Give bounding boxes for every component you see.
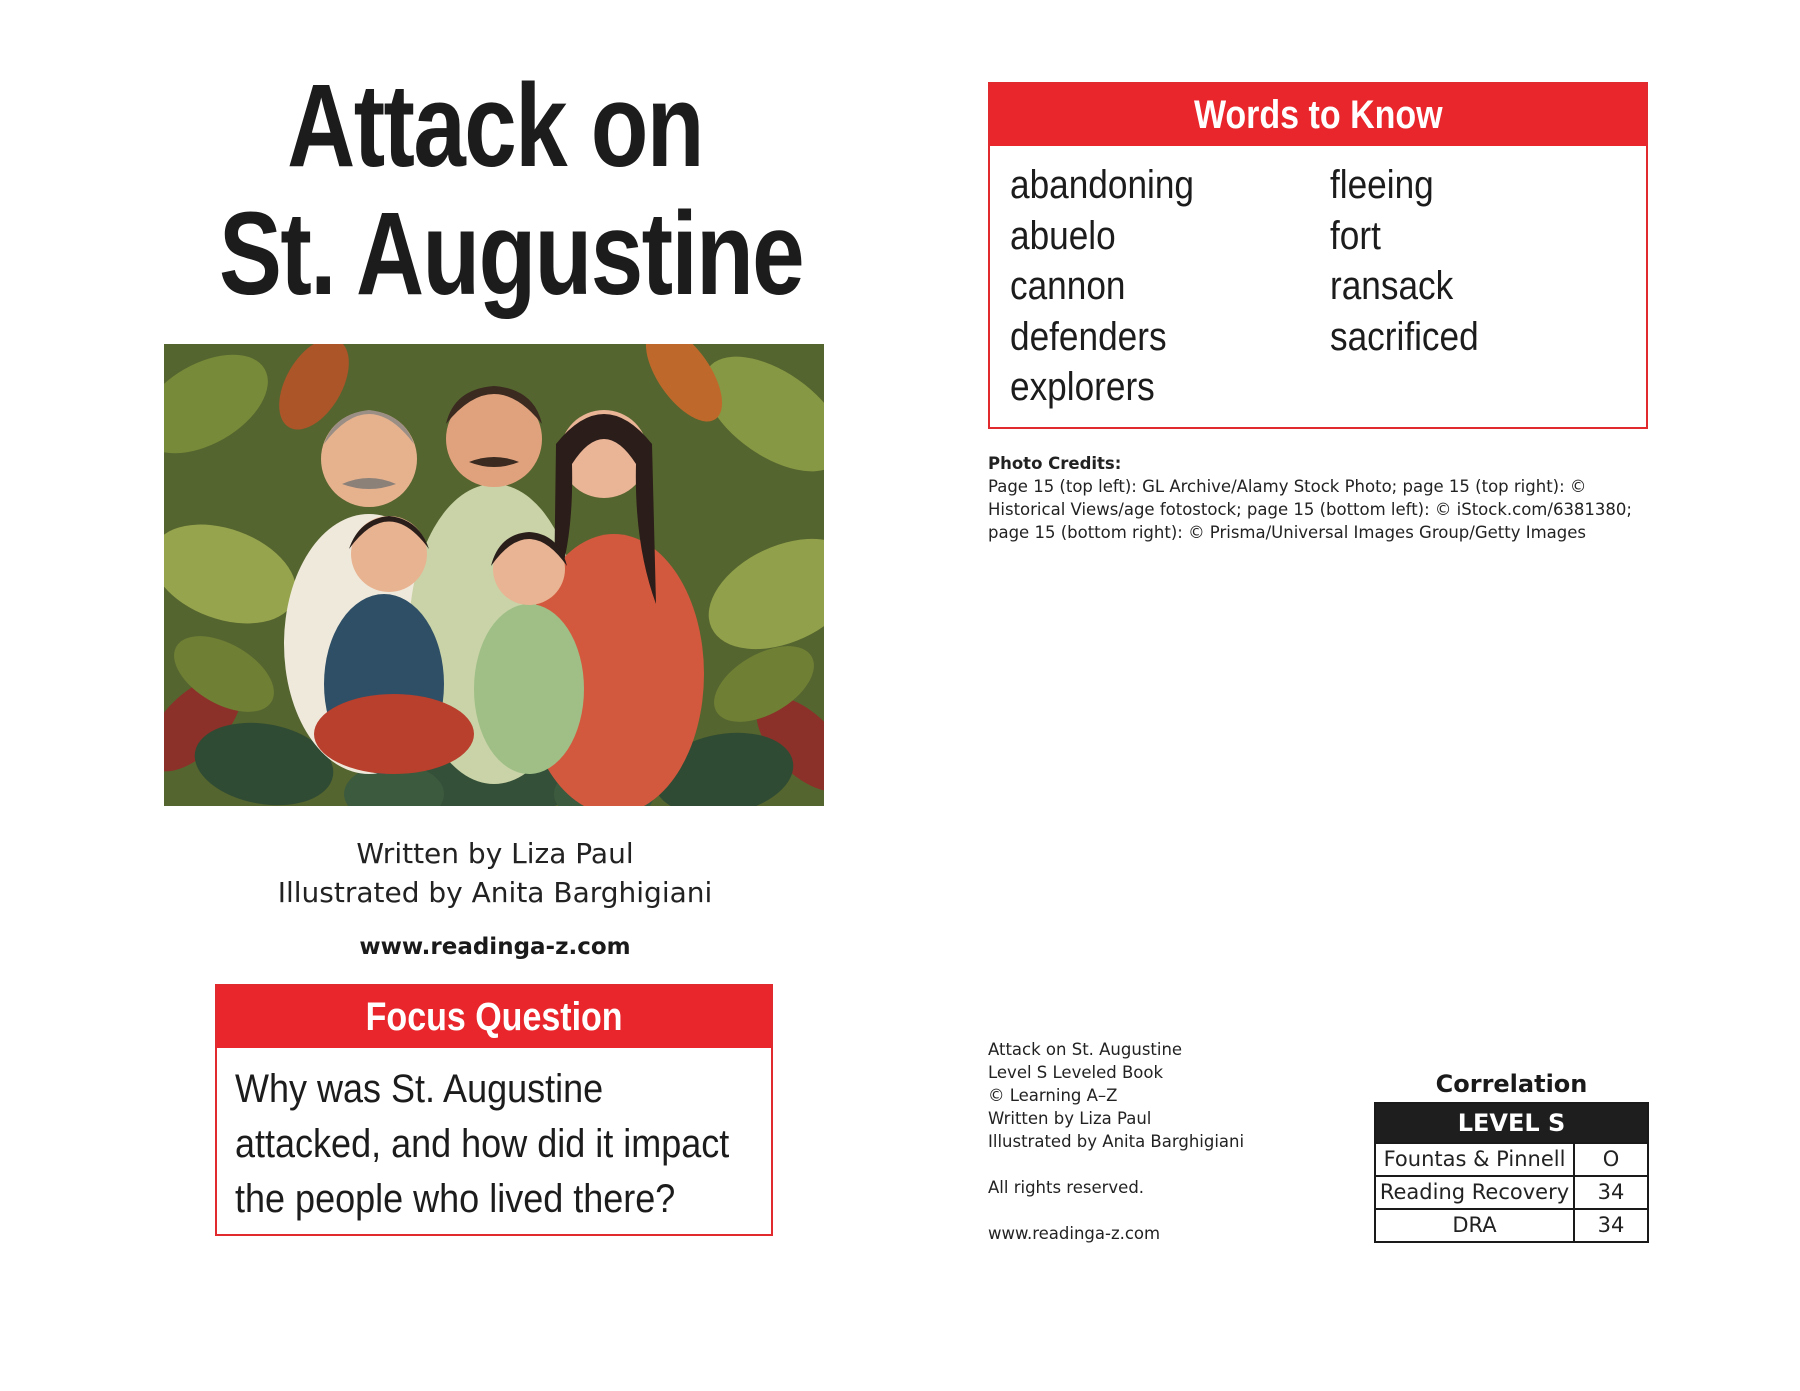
imprint-title: Attack on St. Augustine (988, 1040, 1183, 1059)
imprint-illustrated-by: Illustrated by Anita Barghigiani (988, 1132, 1245, 1151)
imprint-website[interactable]: www.readinga-z.com (988, 1224, 1161, 1243)
table-row (1376, 1175, 1647, 1208)
correlation-heading: Correlation (1435, 1070, 1588, 1098)
website-link[interactable]: www.readinga-z.com (359, 934, 631, 960)
table-row (1376, 1142, 1647, 1175)
imprint-copyright: © Learning A–Z (988, 1086, 1118, 1105)
vocab-word: abuelo (1010, 213, 1116, 258)
written-by: Written by Liza Paul (356, 837, 634, 870)
words-column-2 (1330, 160, 1499, 362)
correlation-system: DRA (1376, 1210, 1575, 1241)
vocab-word: explorers (1010, 365, 1155, 409)
words-to-know-box (988, 82, 1648, 429)
cover-illustration (164, 344, 824, 806)
vocab-word: fort (1330, 213, 1381, 258)
table-row (1376, 1208, 1647, 1241)
words-to-know-heading: Words to Know (990, 84, 1646, 146)
correlation-value: 34 (1597, 1180, 1625, 1204)
photo-credits-heading: Photo Credits: (988, 454, 1122, 473)
photo-credits (988, 452, 1658, 544)
words-column-1 (1010, 160, 1219, 413)
vocab-word: abandoning (1010, 163, 1195, 207)
focus-question-heading: Focus Question (217, 986, 771, 1048)
vocab-word: ransack (1330, 264, 1454, 308)
correlation-system: Fountas & Pinnell (1376, 1144, 1575, 1175)
correlation-level: LEVEL S (1376, 1104, 1647, 1142)
imprint-rights: All rights reserved. (988, 1178, 1145, 1197)
focus-question-box (215, 984, 773, 1236)
vocab-word: cannon (1010, 264, 1126, 308)
book-title-line-2: St. Augustine (219, 188, 804, 320)
focus-question-text: Why was St. Augustine attacked, and how did it impact the people who lived there? (235, 1067, 730, 1221)
correlation-system: Reading Recovery (1376, 1177, 1575, 1208)
photo-credits-text: Page 15 (top left): GL Archive/Alamy Stock Photo; page 15 (top right): © Historical Views/age fotostock; page 15 (bottom left): © iStock.com/6381380; page 15 (bottom right): © Prisma/Universal Images Group/Getty Images (988, 477, 1632, 542)
book-title (219, 60, 804, 320)
imprint-block (988, 1038, 1348, 1245)
book-title-line-1: Attack on (287, 60, 703, 192)
correlation-table (1374, 1102, 1649, 1243)
vocab-word: fleeing (1330, 163, 1434, 207)
vocab-word: sacrificed (1330, 314, 1479, 359)
vocab-word: defenders (1010, 314, 1167, 359)
correlation-value: 34 (1597, 1213, 1625, 1237)
author-credits (150, 834, 840, 912)
imprint-level: Level S Leveled Book (988, 1063, 1164, 1082)
correlation-value: O (1602, 1147, 1620, 1171)
illustrated-by: Illustrated by Anita Barghigiani (277, 876, 713, 909)
imprint-written-by: Written by Liza Paul (988, 1109, 1152, 1128)
